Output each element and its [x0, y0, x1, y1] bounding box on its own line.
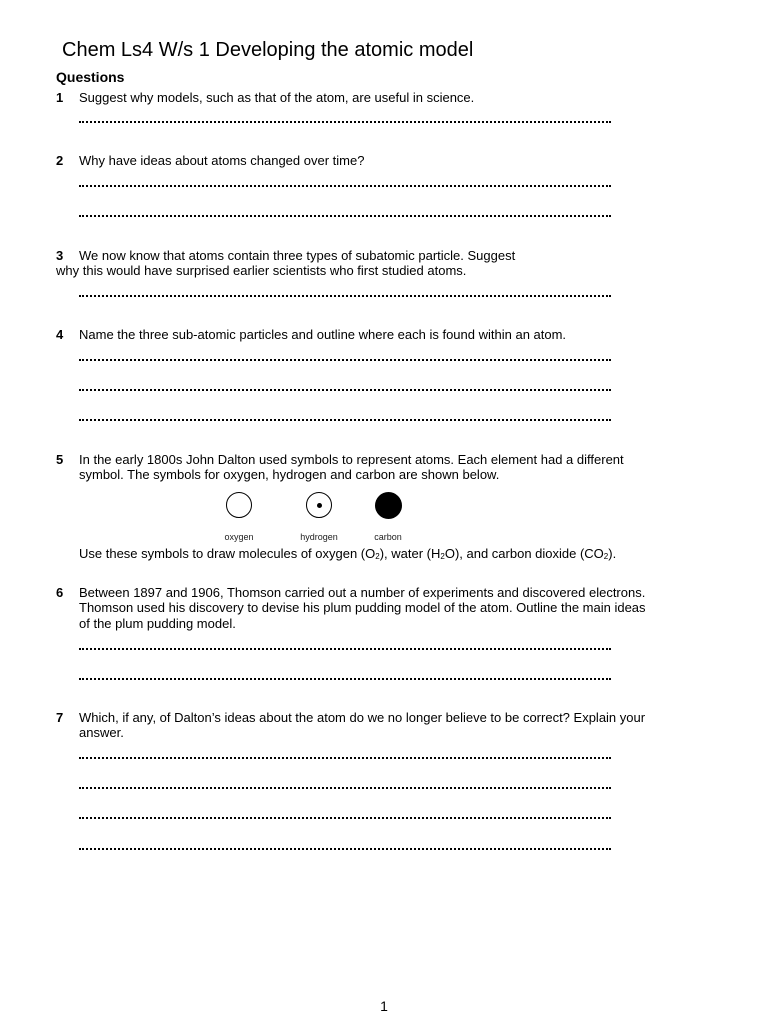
question-3-text-line2: why this would have surprised earlier scientists who first studied atoms.: [56, 263, 467, 278]
hydrogen-symbol-icon: [306, 492, 332, 518]
question-4-text: Name the three sub-atomic particles and outline where each is found within an atom.: [79, 327, 567, 342]
instruction-part: ).: [608, 546, 617, 561]
subscript: 2: [603, 552, 609, 561]
answer-line[interactable]: [79, 648, 611, 650]
carbon-symbol-icon: [375, 492, 402, 519]
question-1-number: 1: [56, 90, 64, 105]
question-7-number: 7: [56, 710, 64, 725]
question-6-number: 6: [56, 585, 64, 600]
oxygen-label-wrap: [209, 527, 269, 545]
answer-line[interactable]: [79, 389, 611, 391]
hydrogen-label-wrap: [289, 527, 349, 545]
answer-line[interactable]: [79, 848, 611, 850]
question-2-number: 2: [56, 153, 64, 168]
question-5-number: 5: [56, 452, 64, 467]
hydrogen-label: hydrogen: [300, 532, 338, 542]
answer-line[interactable]: [79, 295, 611, 297]
answer-line[interactable]: [79, 757, 611, 759]
questions-heading: Questions: [56, 69, 125, 85]
question-1-text: Suggest why models, such as that of the atom, are useful in science.: [79, 90, 475, 105]
carbon-label-wrap: [358, 527, 418, 545]
answer-line[interactable]: [79, 817, 611, 819]
instruction-part: O), and carbon dioxide (CO: [444, 546, 604, 561]
question-5-text-line2: symbol. The symbols for oxygen, hydrogen and carbon are shown below.: [79, 467, 500, 482]
page-number: 1: [380, 998, 388, 1014]
answer-line[interactable]: [79, 419, 611, 421]
question-3-number: 3: [56, 248, 64, 263]
oxygen-label: oxygen: [224, 532, 254, 542]
question-2-text: Why have ideas about atoms changed over time?: [79, 153, 365, 168]
hydrogen-dot-icon: [317, 503, 322, 508]
question-6-text-line1: Between 1897 and 1906, Thomson carried out a number of experiments and discovered electrons.: [79, 585, 646, 600]
answer-line[interactable]: [79, 678, 611, 680]
question-6-text-line3: of the plum pudding model.: [79, 616, 236, 631]
question-6-text-line2: Thomson used his discovery to devise his plum pudding model of the atom. Outline the main ideas: [79, 600, 646, 615]
answer-line[interactable]: [79, 185, 611, 187]
question-7-text-line1: Which, if any, of Dalton’s ideas about the atom do we no longer believe to be correct? Explain your: [79, 710, 646, 725]
question-3-text-line1: We now know that atoms contain three types of subatomic particle. Suggest: [79, 248, 516, 263]
subscript: 2: [440, 552, 445, 561]
subscript: 2: [375, 552, 380, 561]
answer-line[interactable]: [79, 121, 611, 123]
carbon-label: carbon: [374, 532, 402, 542]
instruction-part: Use these symbols to draw molecules of oxygen (O: [79, 546, 376, 561]
question-7-text-line2: answer.: [79, 725, 124, 740]
question-5-instruction: [79, 546, 616, 562]
oxygen-symbol-icon: [226, 492, 252, 518]
question-5-text-line1: In the early 1800s John Dalton used symbols to represent atoms. Each element had a different: [79, 452, 624, 467]
instruction-part: ), water (H: [379, 546, 441, 561]
answer-line[interactable]: [79, 359, 611, 361]
answer-line[interactable]: [79, 787, 611, 789]
answer-line[interactable]: [79, 215, 611, 217]
question-4-number: 4: [56, 327, 64, 342]
worksheet-title: Chem Ls4 W/s 1 Developing the atomic model: [62, 39, 474, 61]
